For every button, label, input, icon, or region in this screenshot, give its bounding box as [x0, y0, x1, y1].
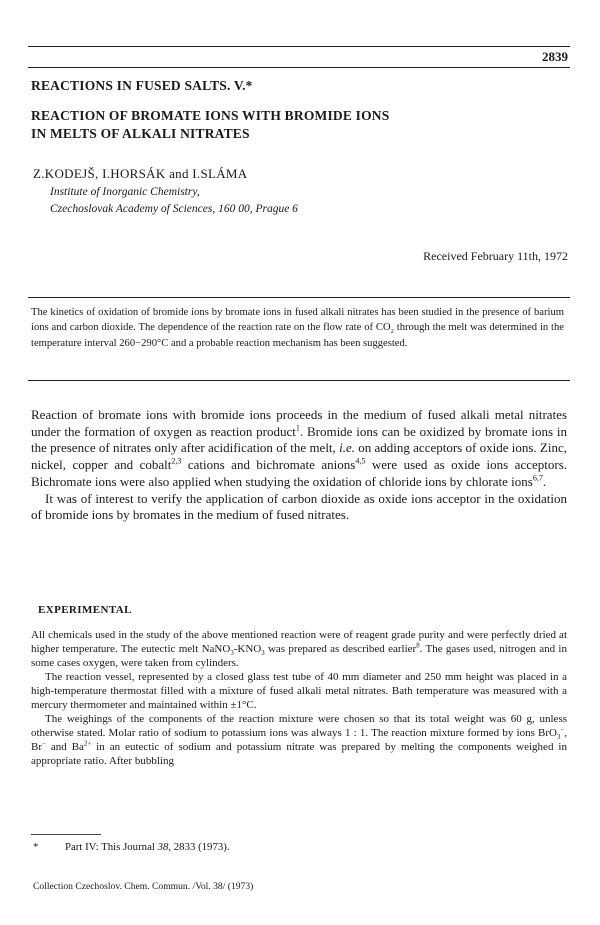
header-rule — [28, 46, 570, 47]
footnote: * Part IV: This Journal 38, 2833 (1973). — [33, 841, 230, 853]
experimental-paragraph-2: The reaction vessel, represented by a closed glass test tube of 40 mm diameter and 250 mm height was placed in a high-temperature thermostat filled with a mixture of fused alkali metal nitrates. Bath temperature was measured with a mercury thermometer and maintained within ±1°C. — [31, 671, 567, 711]
journal-footer: Collection Czechoslov. Chem. Commun. /Vol. 38/ (1973) — [33, 881, 254, 892]
intro-paragraph-2: It was of interest to verify the application of carbon dioxide as oxide ions acceptor in the oxidation of bromide ions by bromates in the medium of fused nitrates. — [31, 490, 567, 523]
experimental-paragraph-3: The weighings of the components of the reaction mixture were chosen so that its total weight was 60 g, unless otherwise stated. Molar ratio of sodium to potassium ions was always 1 : 1. The reaction mixture formed by ions BrO$_3$−, Br− and $Ba^{2+}$ in an eutectic of sodium and potassium nitrate was prepared by melting the components weighed in appropriate ratio. After bubbling — [31, 713, 567, 767]
received-date: Received February 11th, 1972 — [423, 249, 568, 263]
page-number: 2839 — [542, 49, 568, 64]
article-title-line-2: REACTION OF BROMATE IONS WITH BROMIDE IONS — [31, 108, 390, 123]
article-title-line-3: IN MELTS OF ALKALI NITRATES — [31, 126, 250, 141]
affiliation-line-2: Czechoslovak Academy of Sciences, 160 00, Prague 6 — [50, 203, 298, 215]
abstract-top-rule — [28, 297, 570, 298]
introduction — [31, 407, 567, 524]
section-heading-experimental: EXPERIMENTAL — [38, 604, 132, 616]
experimental-section — [31, 628, 567, 768]
footnote-rule — [31, 834, 101, 835]
intro-paragraph-1: Reaction of bromate ions with bromide ions proceeds in the medium of fused alkali metal nitrates under the formation of oxygen as reaction product$^1$. Bromide ions can be oxidized by bromate ions in the presence of nitrates only after acidification of the melt, i.e. on adding acceptors of oxide ions. Zinc, nickel, copper and cobalt$^{2,3}$ cations and bichromate anions$^{4,5}$ were used as oxide ions acceptors. Bichromate ions were also applied when studying the oxidation of chloride ions by chlorate ions$^{6,7}$. — [31, 407, 568, 489]
footnote-mark: * — [33, 841, 39, 853]
article-title-line-1: REACTIONS IN FUSED SALTS. V.* — [31, 78, 253, 93]
abstract: The kinetics of oxidation of bromide ions by bromate ions in fused alkali nitrates has been studied in the presence of barium ions and carbon dioxide. The dependence of the reaction rate on the flow rate of $CO_2$ through the melt was determined in the temperature interval 260−290°C and a probable reaction mechanism has been suggested. — [31, 307, 564, 349]
affiliation-line-1: Institute of Inorganic Chemistry, — [50, 186, 200, 198]
authors: Z.KODEJŠ, I.HORSÁK and I.SLÁMA — [33, 166, 248, 181]
header-rule-lower — [28, 67, 570, 68]
experimental-paragraph-1: All chemicals used in the study of the above mentioned reaction were of reagent grade purity and were perfectly dried at higher temperature. The eutectic melt $NaNO_3-KNO_3$ was prepared as described earlier$^8$. The gases used, nitrogen and in some cases oxygen, were taken from cylinders. — [31, 629, 567, 669]
abstract-bottom-rule — [28, 380, 570, 381]
